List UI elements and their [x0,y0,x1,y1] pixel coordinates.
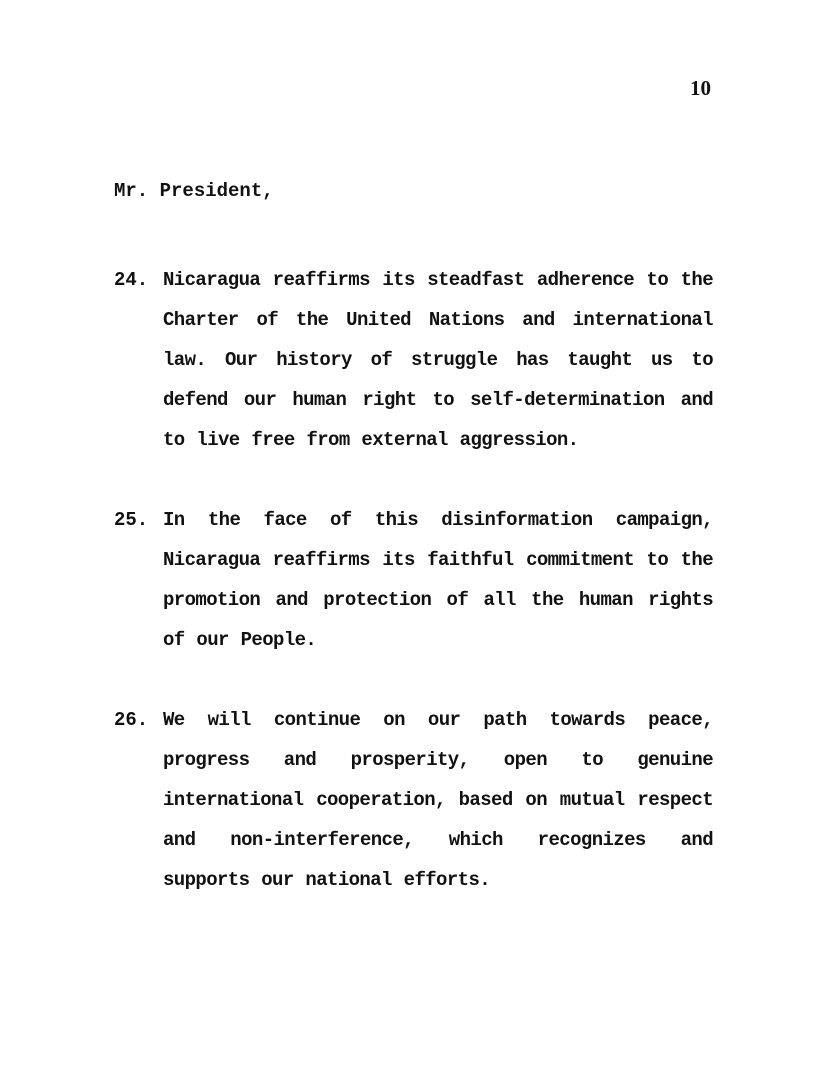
numbered-paragraphs [114,260,713,940]
paragraph-26 [114,700,713,900]
paragraph-text: Nicaragua reaffirms its steadfast adherence to the Charter of the United Nations and international law. Our history of struggle has taught us to defend our human right to self-determination and to live free from external aggression. [163,269,713,451]
paragraph-text: In the face of this disinformation campaign, Nicaragua reaffirms its faithful commitment to the promotion and protection of all the human rights of our People. [163,509,713,651]
paragraph-number: 25. [114,509,149,531]
paragraph-24 [114,260,713,460]
salutation: Mr. President, [114,180,274,202]
paragraph-number: 26. [114,709,149,731]
paragraph-25 [114,500,713,660]
paragraph-number: 24. [114,269,149,291]
page-number: 10 [690,76,711,100]
paragraph-text: We will continue on our path towards peace, progress and prosperity, open to genuine international cooperation, based on mutual respect and non-interference, which recognizes and supports our national efforts. [163,709,713,891]
